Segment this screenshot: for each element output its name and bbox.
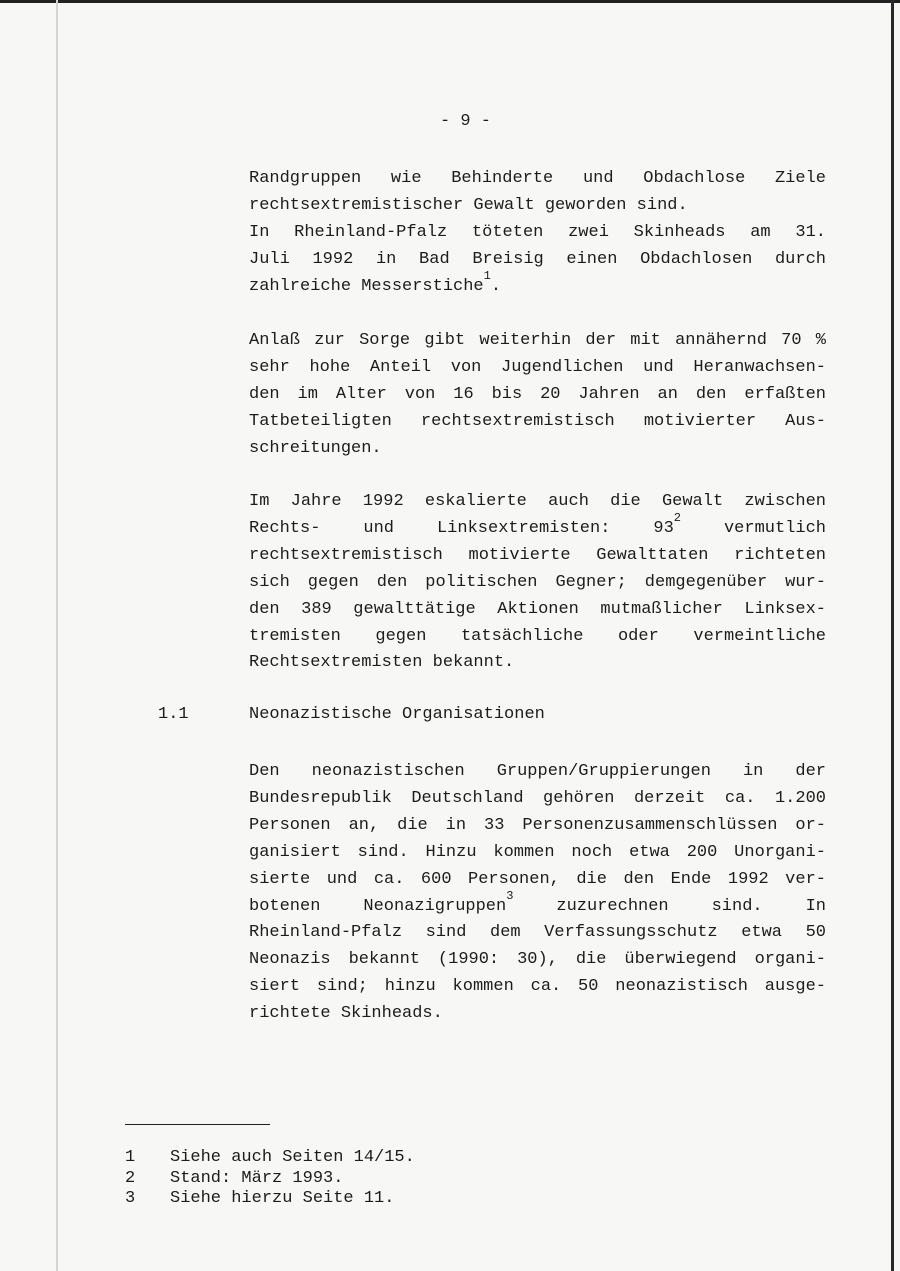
footnote-ref-2: 2 [673, 510, 681, 525]
footnote-text: Siehe hierzu Seite 11. [170, 1189, 395, 1208]
text-line: sierte und ca. 600 Personen, die den Ende 1992 ver- [249, 869, 826, 889]
text-fragment: zuzurechnen sind. In [513, 896, 826, 916]
paragraph-3 [249, 489, 826, 677]
footnote-3 [125, 1189, 415, 1210]
text-line: tremisten gegen tatsächliche oder vermeintliche [249, 626, 826, 646]
text-fragment: botenen Neonazigruppen [249, 896, 507, 916]
section-number: 1.1 [158, 705, 189, 724]
text-line: schreitungen. [249, 438, 382, 458]
paragraph-4 [249, 759, 826, 1028]
text-fragment: vermutlich [681, 518, 826, 538]
text-line [249, 268, 826, 301]
text-line: Den neonazistischen Gruppen/Gruppierungen in der [249, 762, 826, 781]
footnote-ref-3: 3 [506, 888, 514, 903]
paragraph-2 [249, 328, 826, 463]
footnote-marker: 3 [125, 1189, 136, 1208]
text-line: den 389 gewalttätige Aktionen mutmaßlicher Linksex- [249, 599, 826, 619]
scan-top-edge [0, 0, 900, 3]
text-fragment: . [490, 276, 502, 296]
text-line: Rheinland-Pfalz sind dem Verfassungsschutz etwa 50 [249, 923, 826, 943]
text-line: Randgruppen wie Behinderte und Obdachlose Ziele [249, 169, 826, 188]
text-line: Personen an, die in 33 Personenzusammenschlüssen or- [249, 815, 826, 835]
text-fragment: Rechts- und Linksextremisten: 93 [249, 518, 674, 538]
text-line [249, 888, 826, 921]
text-line: rechtsextremistisch motivierte Gewalttaten richteten [249, 545, 826, 565]
scan-binding-edge [56, 0, 58, 1271]
footnotes [125, 1148, 415, 1210]
text-line: In Rheinland-Pfalz töteten zwei Skinheads am 31. [249, 222, 826, 242]
footnote-2 [125, 1169, 415, 1190]
text-line: sehr hohe Anteil von Jugendlichen und Heranwachsen- [249, 357, 826, 377]
text-line: richtete Skinheads. [249, 1004, 443, 1024]
text-line: Im Jahre 1992 eskalierte auch die Gewalt zwischen [249, 492, 826, 511]
footnote-marker: 2 [125, 1168, 136, 1188]
text-line: Juli 1992 in Bad Breisig einen Obdachlosen durch [249, 249, 826, 269]
text-line: rechtsextremistischer Gewalt geworden sind. [249, 195, 688, 215]
footnote-ref-1: 1 [483, 268, 491, 283]
section-title: Neonazistische Organisationen [249, 705, 545, 724]
text-line: siert sind; hinzu kommen ca. 50 neonazistisch ausge- [249, 977, 826, 997]
footnote-marker: 1 [125, 1148, 136, 1167]
footnote-separator [125, 1124, 270, 1125]
text-line: sich gegen den politischen Gegner; demgegenüber wur- [249, 572, 826, 592]
text-fragment: zahlreiche Messerstiche [249, 276, 484, 296]
text-line: den im Alter von 16 bis 20 Jahren an den erfaßten [249, 384, 826, 404]
page-number: - 9 - [440, 112, 492, 131]
footnote-text: Stand: März 1993. [170, 1168, 344, 1188]
text-line: Anlaß zur Sorge gibt weiterhin der mit annähernd 70 % [249, 331, 826, 350]
text-line: Tatbeteiligten rechtsextremistisch motivierter Aus- [249, 411, 826, 431]
text-line: Neonazis bekannt (1990: 30), die überwiegend organi- [249, 950, 826, 970]
paragraph-1 [249, 166, 826, 301]
text-line: Rechtsextremisten bekannt. [249, 653, 515, 673]
text-line: Bundesrepublik Deutschland gehören derzeit ca. 1.200 [249, 788, 826, 808]
footnote-text: Siehe auch Seiten 14/15. [170, 1148, 415, 1167]
text-line: ganisiert sind. Hinzu kommen noch etwa 200 Unorgani- [249, 842, 826, 862]
text-line [249, 510, 826, 543]
scan-right-edge [891, 0, 894, 1271]
footnote-1 [125, 1148, 415, 1169]
